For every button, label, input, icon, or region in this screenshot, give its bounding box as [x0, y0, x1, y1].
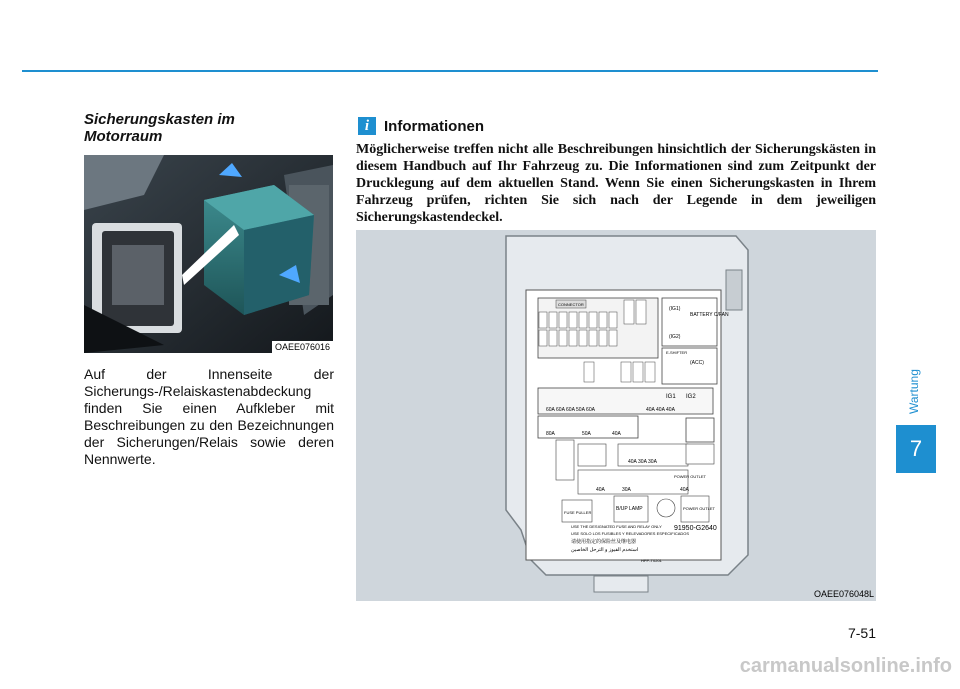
info-body: Möglicherweise treffen nicht alle Beschreibungen hinsichtlich der Sicherungskästen in diesem Handbuch auf Ihr Fahrzeug zu. Die Informationen sind zum Zeitpunkt der Drucklegung auf dem aktuellen Stand. Wenn Sie einen Sicherungskasten in Ihrem Fahrzeug prüfen, richten Sie sich nach der Legende in dem jeweiligen Sicherungskastendeckel.: [356, 142, 876, 225]
e-shifter-label: E-SHIFTER: [666, 350, 688, 355]
notice-es: USE SOLO LOS FUSIBLES Y RELEVADORES ESPECIFICADOS: [571, 531, 690, 536]
page-number: 7-51: [847, 625, 876, 641]
power-outlet-label: POWER OUTLET: [674, 474, 707, 479]
rating-row2a: 80A: [546, 431, 555, 437]
rating-row1b: 40A 40A 40A: [646, 407, 675, 413]
diagram-code: OAEE076048L: [813, 589, 874, 599]
fuse-box-diagram: [356, 230, 876, 601]
photo-code: OAEE076016: [272, 341, 333, 353]
rating-row3: 40A 30A 30A: [628, 459, 657, 465]
fuse-box-drawing: [356, 230, 876, 601]
rating-row1: 60A 60A 60A 50A 60A: [546, 407, 595, 413]
engine-bay-illustration: [84, 155, 333, 353]
relay-ig2-label: (IG2): [669, 334, 681, 340]
rating-row4a: 40A: [596, 487, 605, 493]
notice-en: USE THE DESIGNATED FUSE AND RELAY ONLY: [571, 524, 662, 529]
rating-row2b: 50A: [582, 431, 591, 437]
section-heading-line1: Sicherungskasten im: [84, 111, 235, 128]
connector-label: CONNECTOR: [558, 302, 584, 307]
part-number: 91950-G2640: [674, 525, 717, 532]
rating-row4c: 40A: [680, 487, 689, 493]
section-heading: [84, 111, 334, 145]
relay-ig1-label: (IG1): [669, 306, 681, 312]
rating-row4b: 30A: [622, 487, 631, 493]
notice-code: HPP-T0201: [641, 558, 662, 563]
watermark: carmanualsonline.info: [739, 655, 952, 677]
notice-ar: استخدم الفيوز و الترحل الخاصين: [571, 547, 639, 553]
b-up-lamp-label: B/UP LAMP: [616, 506, 643, 512]
chapter-tab[interactable]: 7: [896, 425, 936, 473]
body-paragraph: Auf der Innenseite der Sicherungs-/Relaiskastenabdeckung finden Sie einen Aufkleber mit Beschreibungen zu den Bezeichnungen der Sicherungen/Relais sowie deren Nennwerte.: [84, 366, 334, 467]
chapter-label: Wartung: [907, 369, 921, 414]
ig2-label: IG2: [686, 394, 696, 400]
relay-acc-label: (ACC): [690, 360, 704, 366]
top-rule: [22, 70, 878, 72]
ig1-label: IG1: [666, 394, 676, 400]
power-outlet-2-label: POWER OUTLET: [683, 506, 716, 511]
notice-zh: 请使用指定的保险丝及继电器: [571, 539, 637, 545]
battery-cfan-label: BATTERY C/FAN: [690, 312, 729, 318]
fuse-puller-label: FUSE PULLER: [564, 510, 592, 515]
info-title: Informationen: [384, 118, 484, 135]
section-heading-line2: Motorraum: [84, 128, 163, 145]
info-icon: i: [358, 117, 376, 135]
engine-bay-photo: [84, 155, 333, 353]
rating-row2c: 40A: [612, 431, 621, 437]
